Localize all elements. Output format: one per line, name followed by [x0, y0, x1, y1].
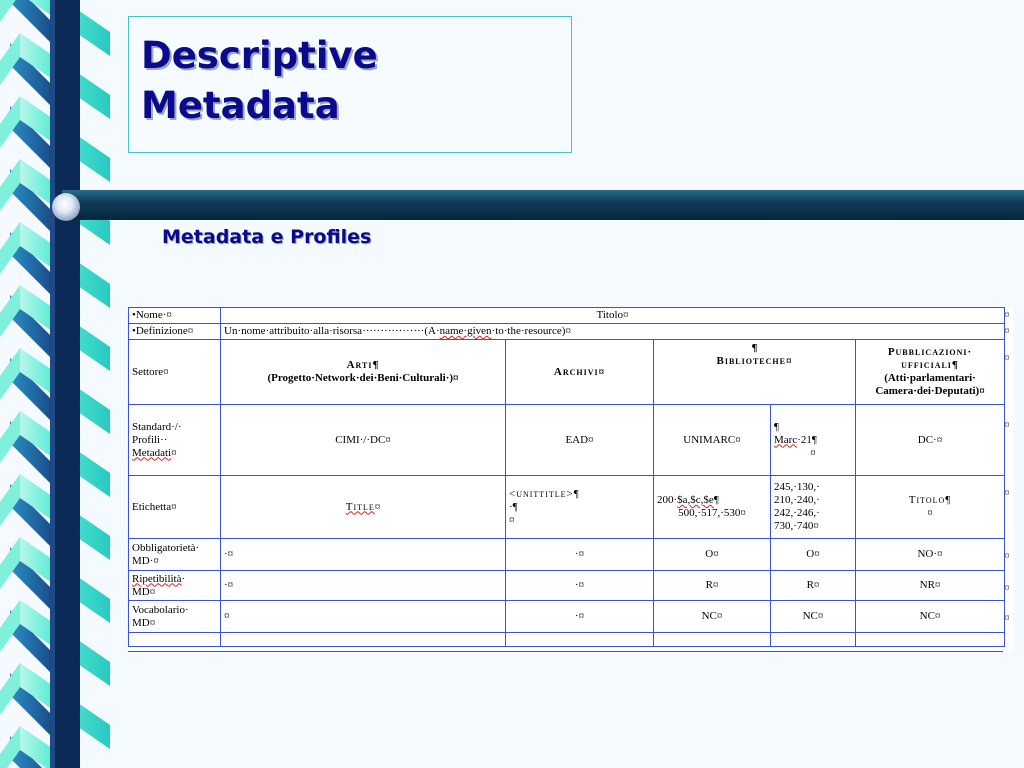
marc-tags-3: 242,·246,· — [774, 507, 820, 519]
ribbon-edge-segment — [0, 600, 20, 652]
row-end-mark: ¤ — [1004, 309, 1010, 321]
definition-text-end: ·to·the·resource)¤ — [491, 325, 571, 337]
cell-titolo: Titolo¤ — [221, 308, 1005, 324]
header-bar — [62, 190, 1024, 220]
pub-subheading-2: Camera·dei·Deputati)¤ — [875, 385, 985, 397]
cell-obblig-marc: O¤ — [771, 539, 856, 571]
unimarc-pilcrow: ¶ — [713, 494, 719, 506]
archivi-line-3: ¤ — [509, 513, 515, 526]
unimarc-line-1 — [657, 494, 767, 507]
cell-vocab-pub: NC¤ — [856, 601, 1005, 633]
marc-end: ¤ — [810, 446, 816, 459]
biblioteche-pilcrow: ¶ — [751, 342, 758, 354]
row-label-ripetibilita — [129, 571, 221, 601]
cell-vocab-marc: NC¤ — [771, 601, 856, 633]
cell-ripet-marc: R¤ — [771, 571, 856, 601]
ribbon-edge-segment — [0, 537, 20, 589]
standard-label-1: Standard·/· — [132, 420, 182, 433]
row-end-mark: ¤ — [1004, 352, 1010, 364]
vocab-label-2: MD¤ — [132, 616, 156, 629]
archivi-line-1: <unittitle>¶ — [509, 487, 580, 500]
cell-standard-pub: DC·¤ — [856, 405, 1005, 476]
table-row — [129, 633, 1005, 647]
etichetta-title: Title — [345, 500, 375, 513]
metadata-table — [128, 307, 1005, 647]
cell-settore-arti — [221, 340, 506, 405]
marc-number: ·21¶ — [797, 433, 817, 446]
ribbon-edge-segment — [0, 159, 20, 211]
cell-obblig-pub: NO·¤ — [856, 539, 1005, 571]
unimarc-line-2: 500,·517,·530¤ — [678, 507, 746, 519]
slide-title: Descriptive Metadata — [141, 34, 378, 127]
cell-ripet-unimarc: R¤ — [654, 571, 771, 601]
standard-label-2: Profili·· — [132, 433, 168, 446]
cell-vocab-arti: ¤ — [221, 601, 506, 633]
row-label-settore: Settore¤ — [129, 340, 221, 405]
cell-standard-archivi: EAD¤ — [506, 405, 654, 476]
slide-subtitle: Metadata e Profiles — [162, 226, 372, 248]
obblig-label-1: Obbligatorietà· — [132, 541, 200, 554]
obblig-label-2: MD·¤ — [132, 554, 159, 567]
definition-squiggle: name·given — [439, 325, 492, 337]
ripet-label-2: MD¤ — [132, 585, 156, 598]
metadata-table-image — [128, 307, 1013, 650]
ribbon-edge-segment — [0, 285, 20, 337]
table-row — [129, 324, 1005, 340]
row-end-mark: ¤ — [1004, 487, 1010, 499]
vocab-label-1: Vocabolario· — [132, 603, 189, 616]
ribbon-edge-segment — [0, 348, 20, 400]
cut-off-cell — [856, 633, 1005, 647]
standard-label-3-wrap — [132, 447, 217, 460]
arti-subheading: (Progetto·Network·dei·Beni·Culturali·)¤ — [267, 372, 459, 384]
standard-label-3: Metadati — [132, 446, 172, 459]
cell-definition — [221, 324, 1005, 340]
cell-obblig-archivi: ·¤ — [506, 539, 654, 571]
cell-ripet-archivi: ·¤ — [506, 571, 654, 601]
marc-word: Marc — [774, 433, 798, 446]
cell-etichetta-archivi — [506, 476, 654, 539]
row-label-vocabolario — [129, 601, 221, 633]
ribbon-edge-segment — [0, 33, 20, 85]
cut-off-cell — [654, 633, 771, 647]
cut-off-cell — [221, 633, 506, 647]
marc-tags-1: 245,·130,· — [774, 481, 820, 493]
unimarc-code: 200· — [657, 494, 678, 506]
cell-obblig-unimarc: O¤ — [654, 539, 771, 571]
pub-titolo-end: ¤ — [927, 507, 933, 519]
table-row — [129, 571, 1005, 601]
cell-settore-pubblicazioni — [856, 340, 1005, 405]
ribbon-edge-segment — [0, 96, 20, 148]
decorative-ribbon — [0, 0, 112, 768]
table-row — [129, 405, 1005, 476]
row-label-definizione: •Definizione¤ — [129, 324, 221, 340]
etichetta-title-end: ¤ — [374, 500, 381, 513]
cell-etichetta-arti — [221, 476, 506, 539]
ribbon-edge-segment — [0, 222, 20, 274]
cell-etichetta-unimarc — [654, 476, 771, 539]
standard-label-4: ¤ — [171, 446, 177, 459]
row-label-nome: •Nome·¤ — [129, 308, 221, 324]
arti-heading: Arti¶ — [346, 359, 380, 371]
unimarc-subfields: $a,$c,$e — [677, 494, 714, 506]
cell-settore-biblioteche — [654, 340, 856, 405]
ripet-label-1 — [132, 573, 217, 586]
row-end-mark: ¤ — [1004, 550, 1010, 562]
marc-line — [774, 434, 852, 447]
row-label-standard — [129, 405, 221, 476]
row-end-mark: ¤ — [1004, 325, 1010, 337]
cell-standard-arti: CIMI·/·DC¤ — [221, 405, 506, 476]
ribbon-edge-segment — [0, 474, 20, 526]
marc-tags-4: 730,·740¤ — [774, 520, 819, 532]
row-end-mark: ¤ — [1004, 419, 1010, 431]
cell-ripet-arti: ·¤ — [221, 571, 506, 601]
cell-vocab-archivi: ·¤ — [506, 601, 654, 633]
archivi-line-2: ·¶ — [509, 500, 518, 513]
marc-pilcrow: ¶ — [774, 420, 779, 433]
table-row — [129, 340, 1005, 405]
marc-tags-2: 210,·240,· — [774, 494, 820, 506]
cell-vocab-unimarc: NC¤ — [654, 601, 771, 633]
cell-obblig-arti: ·¤ — [221, 539, 506, 571]
bar-knob — [52, 193, 80, 221]
ribbon-edge-segment — [0, 663, 20, 715]
cell-ripet-pub: NR¤ — [856, 571, 1005, 601]
cut-off-cell — [771, 633, 856, 647]
table-row — [129, 539, 1005, 571]
biblioteche-heading: Biblioteche¤ — [716, 355, 793, 367]
cell-etichetta-marc — [771, 476, 856, 539]
pub-titolo: Titolo¶ — [908, 494, 952, 506]
ripet-word: Ripetibilità — [132, 572, 182, 585]
cell-standard-unimarc: UNIMARC¤ — [654, 405, 771, 476]
cell-etichetta-pub — [856, 476, 1005, 539]
ripet-dot: · — [181, 572, 186, 585]
pub-subheading-1: (Atti·parlamentari· — [884, 372, 976, 384]
row-label-etichetta: Etichetta¤ — [129, 476, 221, 539]
cut-off-cell — [506, 633, 654, 647]
title-box — [128, 16, 572, 153]
cell-settore-archivi: Archivi¤ — [506, 340, 654, 405]
pub-heading-2: ufficiali¶ — [901, 359, 959, 371]
cell-standard-marc — [771, 405, 856, 476]
table-row — [129, 601, 1005, 633]
cut-off-cell — [129, 633, 221, 647]
row-label-obbligatorieta — [129, 539, 221, 571]
ribbon-edge-segment — [0, 411, 20, 463]
pub-heading-1: Pubblicazioni· — [887, 346, 973, 358]
divider-line — [128, 651, 1003, 652]
row-end-mark: ¤ — [1004, 612, 1010, 624]
definition-text: Un·nome·attribuito·alla·risorsa·················(A· — [224, 325, 440, 337]
row-end-mark: ¤ — [1004, 582, 1010, 594]
table-row — [129, 476, 1005, 539]
table-row — [129, 308, 1005, 324]
